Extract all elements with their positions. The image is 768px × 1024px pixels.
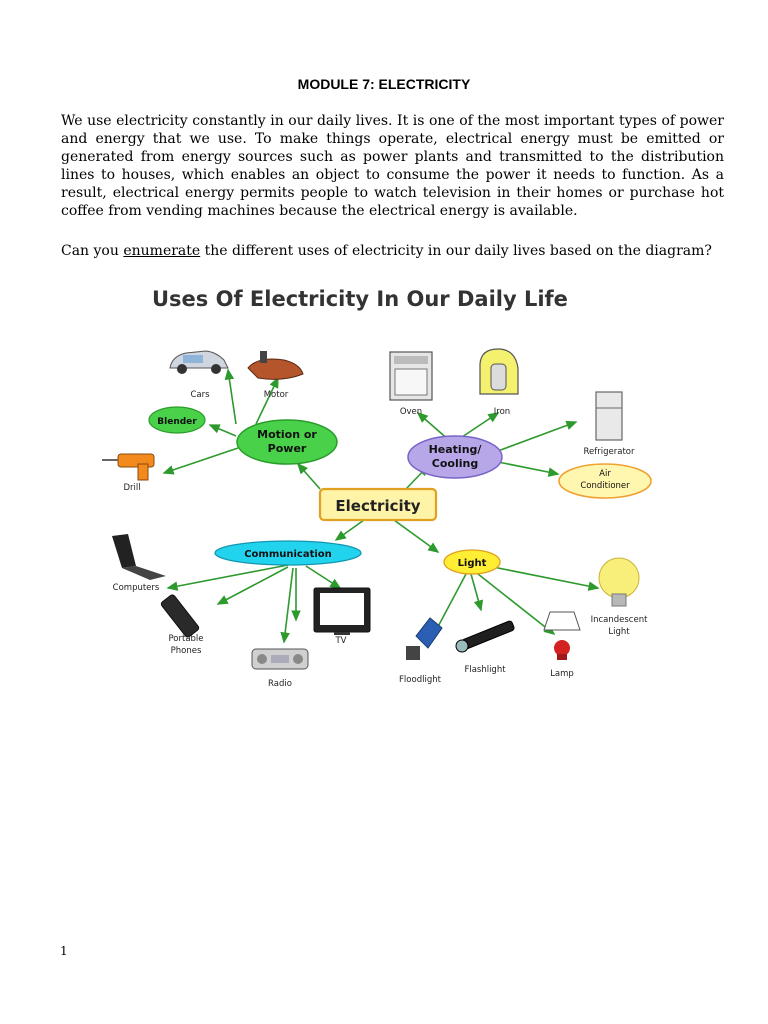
drill-label: Drill xyxy=(123,483,141,493)
floodlight-icon xyxy=(406,618,442,660)
phones-label-line2: Phones xyxy=(170,646,202,656)
light-label: Light xyxy=(457,558,487,569)
incandescent-bulb-icon xyxy=(599,558,639,606)
page-title: MODULE 7: ELECTRICITY xyxy=(297,76,471,92)
heating-label-line1: Heating/ xyxy=(428,443,482,456)
question-text-before: Can you xyxy=(61,243,124,259)
motion-label-line2: Power xyxy=(267,442,307,455)
radio-label: Radio xyxy=(268,679,292,689)
refrigerator-icon xyxy=(596,392,622,440)
electricity-uses-diagram xyxy=(88,276,664,692)
flashlight-icon xyxy=(456,620,515,652)
tv-label: TV xyxy=(335,636,347,646)
portable-phone-icon xyxy=(160,594,200,639)
communication-label: Communication xyxy=(244,549,332,560)
floodlight-label: Floodlight xyxy=(399,675,441,685)
incandescent-label-line1: Incandescent xyxy=(590,615,648,625)
heating-label-line2: Cooling xyxy=(431,457,479,470)
iron-icon xyxy=(480,349,518,394)
radio-icon xyxy=(252,649,308,669)
cars-label: Cars xyxy=(190,390,210,400)
air-conditioner-label-line2: Conditioner xyxy=(580,481,630,491)
question-emphasis: enumerate xyxy=(123,243,201,259)
motion-label-line1: Motion or xyxy=(257,428,317,441)
page-number: 1 xyxy=(60,944,68,958)
electricity-label: Electricity xyxy=(335,497,421,515)
refrigerator-label: Refrigerator xyxy=(583,447,635,457)
car-icon xyxy=(170,351,228,374)
oven-icon xyxy=(390,352,432,400)
computers-label: Computers xyxy=(112,583,160,593)
lamp-label: Lamp xyxy=(550,669,574,679)
motor-label: Motor xyxy=(263,390,289,400)
motor-boat-icon xyxy=(248,351,303,379)
tv-icon xyxy=(314,588,370,635)
diagram-title: Uses Of Electricity In Our Daily Life xyxy=(152,287,568,311)
drill-icon xyxy=(102,454,154,480)
flashlight-label: Flashlight xyxy=(464,665,506,675)
phones-label-line1: Portable xyxy=(168,634,204,644)
air-conditioner-label-line1: Air xyxy=(599,469,611,479)
intro-paragraph: We use electricity constantly in our daily lives. It is one of the most important types of power and energy that we use. To make things operate, electrical energy must be emitted or generated from energy sources such as power plants and transmitted to the distribution lines to houses, which enables an object to consume the power it needs to function. As a result, electrical energy permits people to watch television in their homes or purchase hot coffee from vending machines because the electrical energy is available. xyxy=(61,113,724,219)
laptop-computer-icon xyxy=(112,534,166,580)
iron-label: Iron xyxy=(493,407,511,417)
incandescent-label-line2: Light xyxy=(608,627,630,637)
lamp-icon xyxy=(544,612,580,660)
question-paragraph xyxy=(61,242,724,260)
blender-label: Blender xyxy=(157,417,197,427)
oven-label: Oven xyxy=(399,407,423,417)
question-text-after: the different uses of electricity in our daily lives based on the diagram? xyxy=(200,243,712,259)
